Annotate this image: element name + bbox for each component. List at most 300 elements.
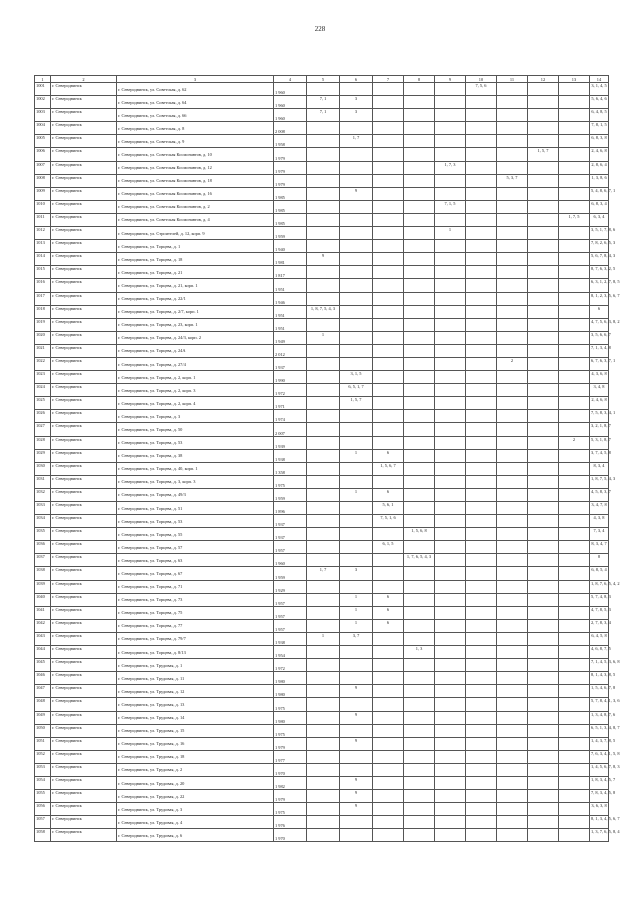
col11-cell	[497, 423, 528, 436]
col7-cell	[373, 371, 404, 384]
city-cell: г. Северодвинск	[51, 488, 117, 501]
col7-cell	[373, 554, 404, 567]
row-number: 1023	[35, 371, 51, 384]
year-cell: 1 985	[274, 213, 307, 226]
col8-cell	[404, 711, 435, 724]
year-cell: 1 980	[274, 672, 307, 685]
year-cell: 1 951	[274, 279, 307, 292]
col8-cell	[404, 109, 435, 122]
year-cell: 1 970	[274, 829, 307, 842]
year-cell: 1 975	[274, 698, 307, 711]
col7-cell	[373, 750, 404, 763]
col5-cell	[307, 135, 340, 148]
col10-cell	[466, 475, 497, 488]
col6-cell	[340, 646, 373, 659]
col14-cell: 8, 7, 6, 3, 2, 5	[590, 266, 609, 279]
address-cell: г. Северодвинск, ул. Советская Космонавтов, д. 10	[117, 148, 274, 161]
col5-cell	[307, 711, 340, 724]
address-cell: г. Северодвинск, ул. Трудовая, д. 3	[117, 803, 274, 816]
address-cell: г. Северодвинск, ул. Трудовая, д. 11	[117, 672, 274, 685]
address-cell: г. Северодвинск, ул. Торцева, д. 18	[117, 253, 274, 266]
col7-cell	[373, 318, 404, 331]
table-row	[35, 606, 609, 619]
col5-cell	[307, 227, 340, 240]
table-row	[35, 357, 609, 370]
col12-cell	[528, 227, 559, 240]
table-row	[35, 829, 609, 842]
col10-cell	[466, 305, 497, 318]
column-header: 4	[274, 76, 307, 83]
row-number: 1049	[35, 711, 51, 724]
year-cell: 1 971	[274, 397, 307, 410]
column-header: 13	[559, 76, 590, 83]
year-cell: 1 972	[274, 384, 307, 397]
col13-cell	[559, 305, 590, 318]
col9-cell	[435, 344, 466, 357]
table-row	[35, 646, 609, 659]
col10-cell	[466, 200, 497, 213]
table-row	[35, 213, 609, 226]
col8-cell	[404, 672, 435, 685]
address-cell: г. Северодвинск, ул. Торцева, д. 40, корп. 1	[117, 462, 274, 475]
row-number: 1027	[35, 423, 51, 436]
col5-cell	[307, 397, 340, 410]
table-row	[35, 253, 609, 266]
col12-cell	[528, 187, 559, 200]
table-row	[35, 803, 609, 816]
col8-cell	[404, 776, 435, 789]
col13-cell	[559, 109, 590, 122]
col6-cell: 3	[340, 109, 373, 122]
col14-cell: 1, 8, 7, 5, 4, 3	[590, 475, 609, 488]
col10-cell	[466, 462, 497, 475]
col8-cell	[404, 685, 435, 698]
row-number: 1021	[35, 344, 51, 357]
col12-cell	[528, 528, 559, 541]
table-body	[35, 83, 620, 842]
city-cell: г. Северодвинск	[51, 659, 117, 672]
col11-cell	[497, 502, 528, 515]
col7-cell	[373, 659, 404, 672]
col12-cell	[528, 292, 559, 305]
col10-cell	[466, 816, 497, 829]
col10-cell	[466, 632, 497, 645]
year-cell: 1 957	[274, 593, 307, 606]
col8-cell	[404, 593, 435, 606]
col14-cell: 2, 4, 6, 8	[590, 397, 609, 410]
col6-cell: 3	[340, 96, 373, 109]
col5-cell	[307, 488, 340, 501]
city-cell: г. Северодвинск	[51, 763, 117, 776]
col5-cell	[307, 200, 340, 213]
col10-cell	[466, 488, 497, 501]
table-row	[35, 122, 609, 135]
col6-cell	[340, 174, 373, 187]
col10-cell	[466, 803, 497, 816]
city-cell: г. Северодвинск	[51, 253, 117, 266]
address-cell: г. Северодвинск, ул. Трудовая, д. 16	[117, 737, 274, 750]
col6-cell: 1	[340, 606, 373, 619]
table-row	[35, 475, 609, 488]
col5-cell	[307, 148, 340, 161]
col8-cell	[404, 436, 435, 449]
city-cell: г. Северодвинск	[51, 83, 117, 96]
table-row	[35, 619, 609, 632]
table-row	[35, 161, 609, 174]
col13-cell	[559, 397, 590, 410]
col14-cell: 6, 5, 1, 3, 4, 8, 7	[590, 724, 609, 737]
col8-cell	[404, 135, 435, 148]
col14-cell: 6, 8, 3, 4	[590, 200, 609, 213]
col9-cell	[435, 737, 466, 750]
col11-cell	[497, 187, 528, 200]
col11-cell	[497, 344, 528, 357]
year-cell: 1 954	[274, 646, 307, 659]
col14-cell: 3, 5, 1, 7, 8, 6	[590, 227, 609, 240]
row-number: 1055	[35, 790, 51, 803]
col12-cell	[528, 502, 559, 515]
col13-cell	[559, 619, 590, 632]
col12-cell	[528, 109, 559, 122]
col9-cell	[435, 305, 466, 318]
col11-cell	[497, 83, 528, 96]
address-cell: г. Северодвинск, ул. Торцева, д. 1	[117, 240, 274, 253]
col6-cell	[340, 475, 373, 488]
col9-cell	[435, 829, 466, 842]
col11-cell	[497, 475, 528, 488]
col12-cell	[528, 659, 559, 672]
col12-cell	[528, 135, 559, 148]
col6-cell	[340, 161, 373, 174]
col7-cell: 1, 5, 6, 7	[373, 462, 404, 475]
col7-cell	[373, 829, 404, 842]
city-cell: г. Северодвинск	[51, 803, 117, 816]
col12-cell	[528, 436, 559, 449]
city-cell: г. Северодвинск	[51, 776, 117, 789]
column-header: 11	[497, 76, 528, 83]
col6-cell	[340, 580, 373, 593]
address-cell: г. Северодвинск, ул. Торцева, д. 24/3, корп. 2	[117, 331, 274, 344]
table-row	[35, 174, 609, 187]
col8-cell	[404, 96, 435, 109]
year-cell: 1 959	[274, 488, 307, 501]
address-cell: г. Северодвинск, ул. Торцева, д. 21	[117, 266, 274, 279]
col6-cell	[340, 148, 373, 161]
year-cell: 2 008	[274, 122, 307, 135]
col12-cell	[528, 122, 559, 135]
row-number: 1014	[35, 253, 51, 266]
table-row	[35, 763, 609, 776]
col5-cell: 7, 1	[307, 96, 340, 109]
address-cell: г. Северодвинск, ул. Торцева, д. 2/7, корп. 1	[117, 305, 274, 318]
year-cell: 1 975	[274, 803, 307, 816]
col12-cell	[528, 266, 559, 279]
col9-cell	[435, 619, 466, 632]
col5-cell	[307, 646, 340, 659]
col12-cell	[528, 83, 559, 96]
col14-cell: 5, 4, 8, 6, 7, 1	[590, 187, 609, 200]
col13-cell	[559, 698, 590, 711]
col5-cell	[307, 776, 340, 789]
col6-cell: 9	[340, 776, 373, 789]
city-cell: г. Северодвинск	[51, 135, 117, 148]
row-number: 1006	[35, 148, 51, 161]
col11-cell	[497, 554, 528, 567]
col8-cell	[404, 227, 435, 240]
col5-cell	[307, 790, 340, 803]
col5-cell	[307, 580, 340, 593]
col10-cell	[466, 266, 497, 279]
col8-cell	[404, 737, 435, 750]
col9-cell	[435, 750, 466, 763]
col12-cell	[528, 213, 559, 226]
col11-cell	[497, 292, 528, 305]
city-cell: г. Северодвинск	[51, 187, 117, 200]
col10-cell	[466, 96, 497, 109]
col11-cell	[497, 331, 528, 344]
city-cell: г. Северодвинск	[51, 816, 117, 829]
city-cell: г. Северодвинск	[51, 475, 117, 488]
city-cell: г. Северодвинск	[51, 449, 117, 462]
col8-cell	[404, 122, 435, 135]
col8-cell	[404, 763, 435, 776]
col12-cell	[528, 763, 559, 776]
col13-cell	[559, 685, 590, 698]
col7-cell	[373, 646, 404, 659]
col6-cell	[340, 816, 373, 829]
year-cell: 1 938	[274, 632, 307, 645]
col9-cell	[435, 816, 466, 829]
col13-cell	[559, 829, 590, 842]
col9-cell	[435, 685, 466, 698]
col14-cell: 4, 3, 6, 8	[590, 371, 609, 384]
col10-cell	[466, 750, 497, 763]
col11-cell	[497, 790, 528, 803]
col9-cell: 1, 7, 3	[435, 161, 466, 174]
col14-cell: 2, 4, 6, 8	[590, 148, 609, 161]
city-cell: г. Северодвинск	[51, 213, 117, 226]
year-cell: 1 946	[274, 292, 307, 305]
city-cell: г. Северодвинск	[51, 266, 117, 279]
col13-cell	[559, 606, 590, 619]
col8-cell	[404, 515, 435, 528]
col11-cell	[497, 632, 528, 645]
column-header: 14	[590, 76, 609, 83]
table-row	[35, 711, 609, 724]
col14-cell: 1, 3, 8, 6	[590, 174, 609, 187]
city-cell: г. Северодвинск	[51, 397, 117, 410]
row-number: 1022	[35, 357, 51, 370]
col7-cell	[373, 109, 404, 122]
col6-cell	[340, 200, 373, 213]
col11-cell	[497, 750, 528, 763]
row-number: 1052	[35, 750, 51, 763]
col12-cell	[528, 371, 559, 384]
col9-cell	[435, 580, 466, 593]
col11-cell	[497, 685, 528, 698]
address-cell: г. Северодвинск, ул. Трудовая, д. 15	[117, 724, 274, 737]
col13-cell	[559, 187, 590, 200]
col11-cell	[497, 410, 528, 423]
col7-cell: 5, 6, 1	[373, 502, 404, 515]
col13-cell	[559, 724, 590, 737]
address-cell: г. Северодвинск, ул. Торцева, д. 67	[117, 567, 274, 580]
city-cell: г. Северодвинск	[51, 672, 117, 685]
col8-cell	[404, 816, 435, 829]
col7-cell	[373, 344, 404, 357]
col6-cell	[340, 227, 373, 240]
col10-cell	[466, 213, 497, 226]
col11-cell	[497, 109, 528, 122]
col13-cell	[559, 344, 590, 357]
col11-cell	[497, 227, 528, 240]
year-cell: 1 960	[274, 554, 307, 567]
col12-cell	[528, 816, 559, 829]
table-row	[35, 528, 609, 541]
col14-cell: 1, 4, 3, 7, 8, 5	[590, 737, 609, 750]
col10-cell	[466, 331, 497, 344]
year-cell: 1 937	[274, 528, 307, 541]
col9-cell	[435, 646, 466, 659]
header-row	[35, 76, 609, 83]
col8-cell	[404, 331, 435, 344]
col13-cell	[559, 776, 590, 789]
city-cell: г. Северодвинск	[51, 593, 117, 606]
col5-cell	[307, 423, 340, 436]
col10-cell	[466, 410, 497, 423]
city-cell: г. Северодвинск	[51, 436, 117, 449]
row-number: 1010	[35, 200, 51, 213]
col7-cell	[373, 410, 404, 423]
col8-cell	[404, 475, 435, 488]
row-number: 1032	[35, 488, 51, 501]
col14-cell: 1, 5, 4, 6, 7, 8	[590, 685, 609, 698]
row-number: 1046	[35, 672, 51, 685]
col12-cell	[528, 724, 559, 737]
col12-cell	[528, 632, 559, 645]
col14-cell: 4, 6, 8, 7, 5	[590, 646, 609, 659]
col8-cell	[404, 423, 435, 436]
address-cell: г. Северодвинск, ул. Торцева, д. 2, корп. 4	[117, 397, 274, 410]
col5-cell	[307, 462, 340, 475]
col10-cell	[466, 776, 497, 789]
col9-cell	[435, 632, 466, 645]
col7-cell	[373, 253, 404, 266]
table-row	[35, 790, 609, 803]
col6-cell	[340, 698, 373, 711]
col13-cell	[559, 279, 590, 292]
col11-cell	[497, 672, 528, 685]
col7-cell: 6	[373, 488, 404, 501]
year-cell: 1 896	[274, 502, 307, 515]
col6-cell: 3, 1, 5	[340, 371, 373, 384]
row-number: 1009	[35, 187, 51, 200]
col13-cell	[559, 580, 590, 593]
col9-cell	[435, 410, 466, 423]
address-cell: г. Северодвинск, ул. Советская Космонавтов, д. 2	[117, 200, 274, 213]
address-cell: г. Северодвинск, ул. Торцева, д. 63	[117, 554, 274, 567]
col13-cell	[559, 750, 590, 763]
col6-cell	[340, 305, 373, 318]
year-cell: 1 957	[274, 606, 307, 619]
city-cell: г. Северодвинск	[51, 698, 117, 711]
col12-cell	[528, 803, 559, 816]
col5-cell	[307, 161, 340, 174]
year-cell: 1 979	[274, 174, 307, 187]
city-cell: г. Северодвинск	[51, 305, 117, 318]
col7-cell	[373, 698, 404, 711]
col12-cell	[528, 161, 559, 174]
col13-cell	[559, 659, 590, 672]
year-cell: 1 985	[274, 187, 307, 200]
col7-cell	[373, 213, 404, 226]
col7-cell	[373, 763, 404, 776]
col6-cell	[340, 462, 373, 475]
col9-cell	[435, 515, 466, 528]
col14-cell: 5, 7, 8, 4, 1, 3, 6	[590, 698, 609, 711]
year-cell: 1 957	[274, 541, 307, 554]
col14-cell: 1, 8, 3, 4, 5, 7	[590, 776, 609, 789]
col5-cell	[307, 698, 340, 711]
city-cell: г. Северодвинск	[51, 331, 117, 344]
city-cell: г. Северодвинск	[51, 227, 117, 240]
col6-cell: 9	[340, 685, 373, 698]
city-cell: г. Северодвинск	[51, 423, 117, 436]
col11-cell	[497, 619, 528, 632]
col13-cell	[559, 711, 590, 724]
row-number: 1056	[35, 803, 51, 816]
col9-cell: 1	[435, 227, 466, 240]
col14-cell: 3, 2, 1, 8, 7	[590, 423, 609, 436]
col5-cell	[307, 240, 340, 253]
col6-cell: 1	[340, 488, 373, 501]
year-cell: 1 981	[274, 253, 307, 266]
col10-cell	[466, 436, 497, 449]
col5-cell: 1	[307, 632, 340, 645]
col10-cell	[466, 109, 497, 122]
col13-cell	[559, 200, 590, 213]
col11-cell	[497, 737, 528, 750]
col11-cell	[497, 135, 528, 148]
address-cell: г. Северодвинск, ул. Торцева, д. 73	[117, 593, 274, 606]
year-cell: 1 959	[274, 227, 307, 240]
col13-cell	[559, 593, 590, 606]
col10-cell	[466, 515, 497, 528]
col14-cell: 7, 8, 1, 5	[590, 122, 609, 135]
col9-cell	[435, 148, 466, 161]
col13-cell	[559, 541, 590, 554]
col14-cell: 6, 8, 3, 8	[590, 135, 609, 148]
col14-cell: 6	[590, 305, 609, 318]
city-cell: г. Северодвинск	[51, 515, 117, 528]
row-number: 1011	[35, 213, 51, 226]
address-cell: г. Северодвинск, ул. Торцева, д. 55	[117, 528, 274, 541]
col14-cell: 8	[590, 554, 609, 567]
table-row	[35, 109, 609, 122]
col13-cell	[559, 371, 590, 384]
col13-cell	[559, 266, 590, 279]
col5-cell	[307, 371, 340, 384]
col7-cell	[373, 240, 404, 253]
col7-cell	[373, 227, 404, 240]
col5-cell	[307, 750, 340, 763]
col6-cell	[340, 672, 373, 685]
col10-cell	[466, 698, 497, 711]
address-cell: г. Северодвинск, ул. Трудовая, д. 1	[117, 659, 274, 672]
column-header: 2	[51, 76, 117, 83]
col9-cell	[435, 776, 466, 789]
col6-cell	[340, 410, 373, 423]
